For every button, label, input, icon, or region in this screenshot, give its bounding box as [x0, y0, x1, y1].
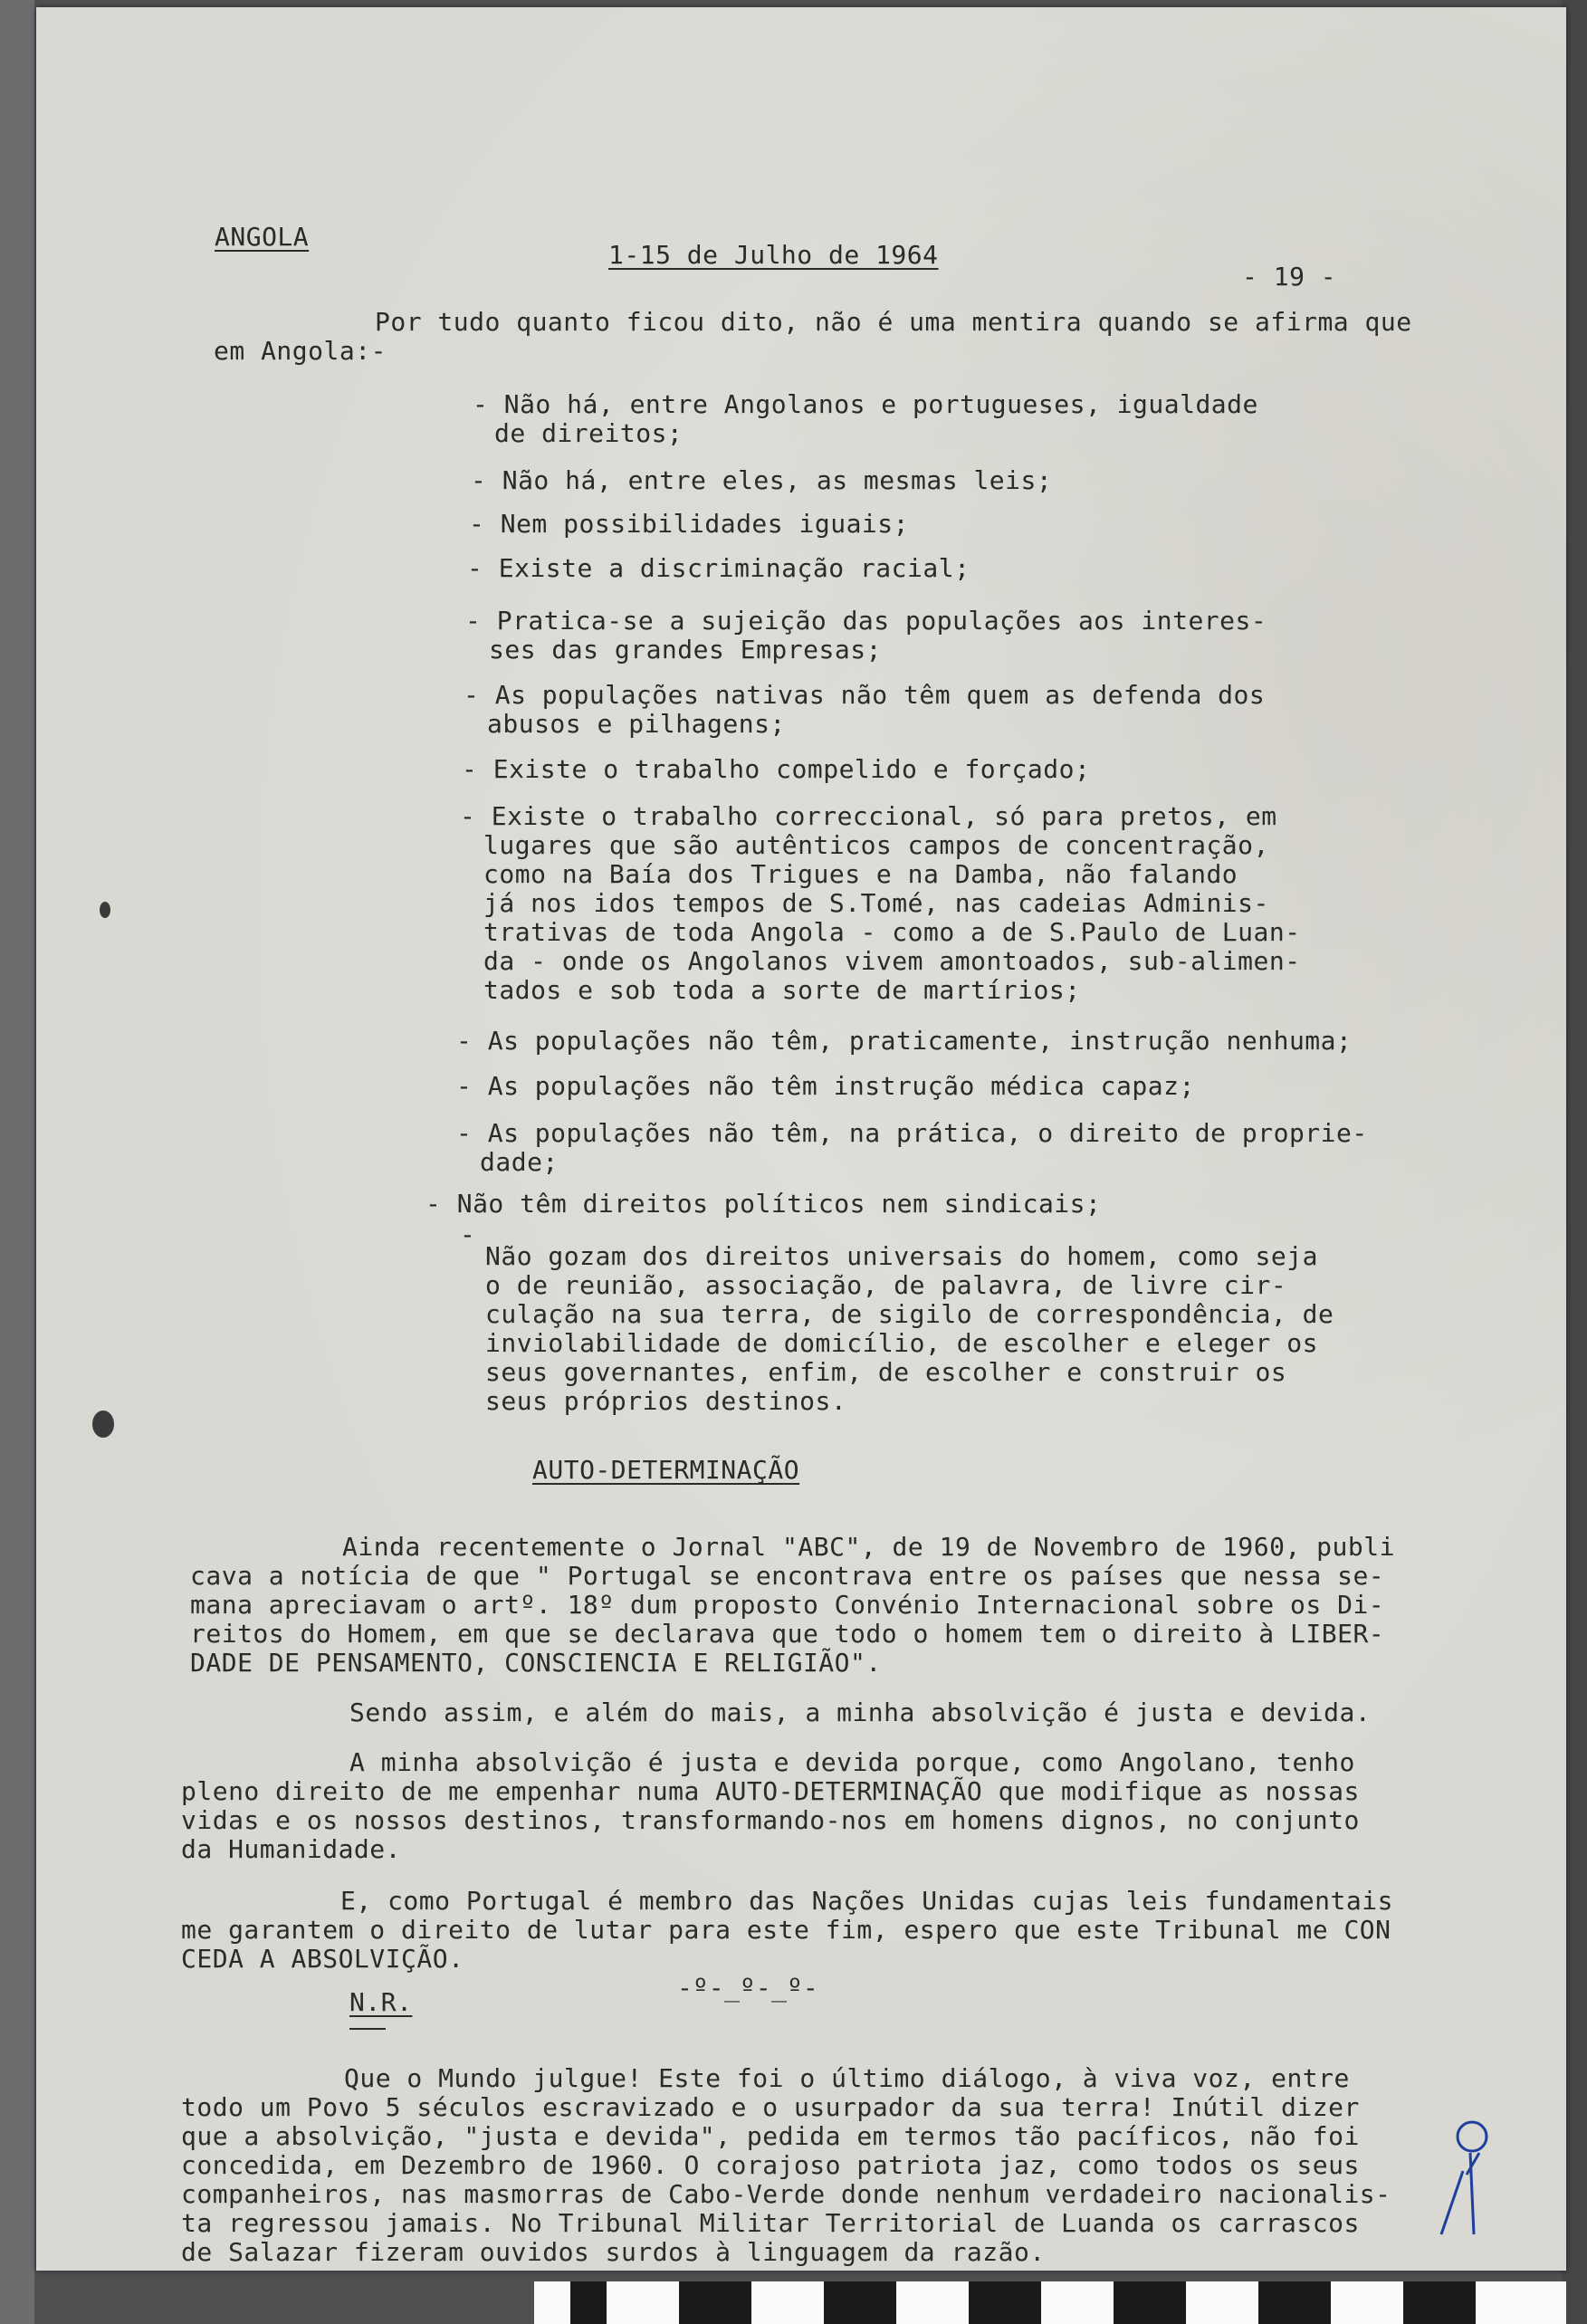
list-item-line: seus governantes, enfim, de escolher e construir os: [485, 1357, 1287, 1387]
header-date: 1-15 de Julho de 1964: [608, 240, 939, 270]
paragraph-line: mana apreciavam o artº. 18º dum proposto Convénio Internacional sobre os Di-: [190, 1590, 1385, 1620]
list-item-line: já nos idos tempos de S.Tomé, nas cadeias Adminis-: [483, 888, 1269, 918]
list-item-line: - As populações não têm, na prática, o direito de proprie-: [456, 1118, 1368, 1148]
list-item-line: - As populações não têm instrução médica capaz;: [456, 1071, 1195, 1101]
closing-line: concedida, em Dezembro de 1960. O corajoso patriota jaz, como todos os seus: [181, 2150, 1360, 2180]
list-item-line: seus próprios destinos.: [485, 1386, 847, 1416]
pen-annotation-icon: [1430, 2117, 1512, 2243]
list-item-line: da - onde os Angolanos vivem amontoados, sub-alimen-: [483, 946, 1301, 976]
list-item-line: -: [460, 1219, 476, 1249]
page-number: - 19 -: [1242, 262, 1337, 292]
list-item-line: - As populações nativas não têm quem as defenda dos: [464, 680, 1266, 710]
nr-label: N.R.: [349, 1987, 413, 2017]
paragraph-line: E, como Portugal é membro das Nações Unidas cujas leis fundamentais: [340, 1886, 1393, 1916]
list-item-line: como na Baía dos Trigues e na Damba, não falando: [483, 859, 1238, 889]
document-page: [36, 7, 1566, 2271]
paragraph-line: DADE DE PENSAMENTO, CONSCIENCIA E RELIGIÃO".: [190, 1648, 882, 1678]
list-item-line: - Nem possibilidades iguais;: [469, 509, 910, 539]
list-item-line: ses das grandes Empresas;: [489, 635, 882, 665]
list-item-line: - Não há, entre eles, as mesmas leis;: [471, 465, 1053, 495]
paragraph-line: Ainda recentemente o Jornal "ABC", de 19 de Novembro de 1960, publi: [342, 1532, 1395, 1562]
punch-hole: [92, 1411, 114, 1438]
list-item-line: - Não têm direitos políticos nem sindicais;: [425, 1189, 1102, 1219]
list-item-line: - Existe a discriminação racial;: [467, 553, 970, 583]
header-country: ANGOLA: [215, 222, 310, 252]
list-item-line: dade;: [480, 1147, 559, 1177]
list-item-line: culação na sua terra, de sigilo de correspondência, de: [485, 1299, 1334, 1329]
list-item-line: inviolabilidade de domicílio, de escolher e eleger os: [485, 1328, 1318, 1358]
paragraph-line: vidas e os nossos destinos, transformando-nos em homens dignos, no conjunto: [181, 1805, 1360, 1835]
list-item-line: Não gozam dos direitos universais do homem, como seja: [485, 1241, 1318, 1271]
list-item-line: - Pratica-se a sujeição das populações aos interes-: [465, 606, 1267, 636]
list-item-line: de direitos;: [494, 418, 684, 448]
closing-line: Que o Mundo julgue! Este foi o último diálogo, à viva voz, entre: [344, 2063, 1350, 2093]
list-item-line: o de reunião, associação, de palavra, de livre cir-: [485, 1270, 1287, 1300]
paragraph-line: CEDA A ABSOLVIÇÃO.: [181, 1944, 464, 1974]
paragraph-line: me garantem o direito de lutar para este fim, espero que este Tribunal me CON: [181, 1915, 1391, 1945]
paragraph-line: da Humanidade.: [181, 1834, 402, 1864]
list-item-line: - As populações não têm, praticamente, instrução nenhuma;: [456, 1026, 1353, 1056]
paragraph-line: reitos do Homem, em que se declarava que todo o homem tem o direito à LIBER-: [190, 1619, 1385, 1649]
closing-line: todo um Povo 5 séculos escravizado e o usurpador da sua terra! Inútil dizer: [181, 2092, 1360, 2122]
list-item-line: tados e sob toda a sorte de martírios;: [483, 975, 1081, 1005]
list-item-line: abusos e pilhagens;: [487, 709, 786, 739]
intro-line-2: em Angola:-: [214, 336, 387, 366]
paragraph-line: Sendo assim, e além do mais, a minha absolvição é justa e devida.: [349, 1698, 1372, 1727]
closing-line: ta regressou jamais. No Tribunal Militar Territorial de Luanda os carrascos: [181, 2208, 1360, 2238]
list-item-line: - Existe o trabalho correccional, só para pretos, em: [460, 801, 1277, 831]
nr-double-underline: [349, 2028, 386, 2030]
section-divider: -º-_º-_º-: [677, 1973, 819, 2003]
section-title: AUTO-DETERMINAÇÃO: [532, 1455, 800, 1485]
list-item-line: - Existe o trabalho compelido e forçado;: [462, 754, 1091, 784]
closing-line: que a absolvição, "justa e devida", pedida em termos tão pacíficos, não foi: [181, 2121, 1360, 2151]
scanner-bed-left: [0, 0, 34, 2324]
closing-line: de Salazar fizeram ouvidos surdos à linguagem da razão.: [181, 2237, 1046, 2267]
punch-hole: [100, 902, 110, 918]
paragraph-line: pleno direito de me empenhar numa AUTO-DETERMINAÇÃO que modifique as nossas: [181, 1776, 1360, 1806]
paragraph-line: cava a notícia de que " Portugal se encontrava entre os países que nessa se-: [190, 1561, 1385, 1591]
list-item-line: trativas de toda Angola - como a de S.Paulo de Luan-: [483, 917, 1301, 947]
paragraph-line: A minha absolvição é justa e devida porque, como Angolano, tenho: [349, 1747, 1355, 1777]
intro-line-1: Por tudo quanto ficou dito, não é uma mentira quando se afirma que: [375, 307, 1412, 337]
list-item-line: lugares que são autênticos campos de concentração,: [483, 830, 1269, 860]
closing-line: companheiros, nas masmorras de Cabo-Verde donde nenhum verdadeiro nacionalis-: [181, 2179, 1391, 2209]
list-item-line: - Não há, entre Angolanos e portugueses, igualdade: [473, 389, 1258, 419]
color-scale-strip: [534, 2281, 1566, 2324]
